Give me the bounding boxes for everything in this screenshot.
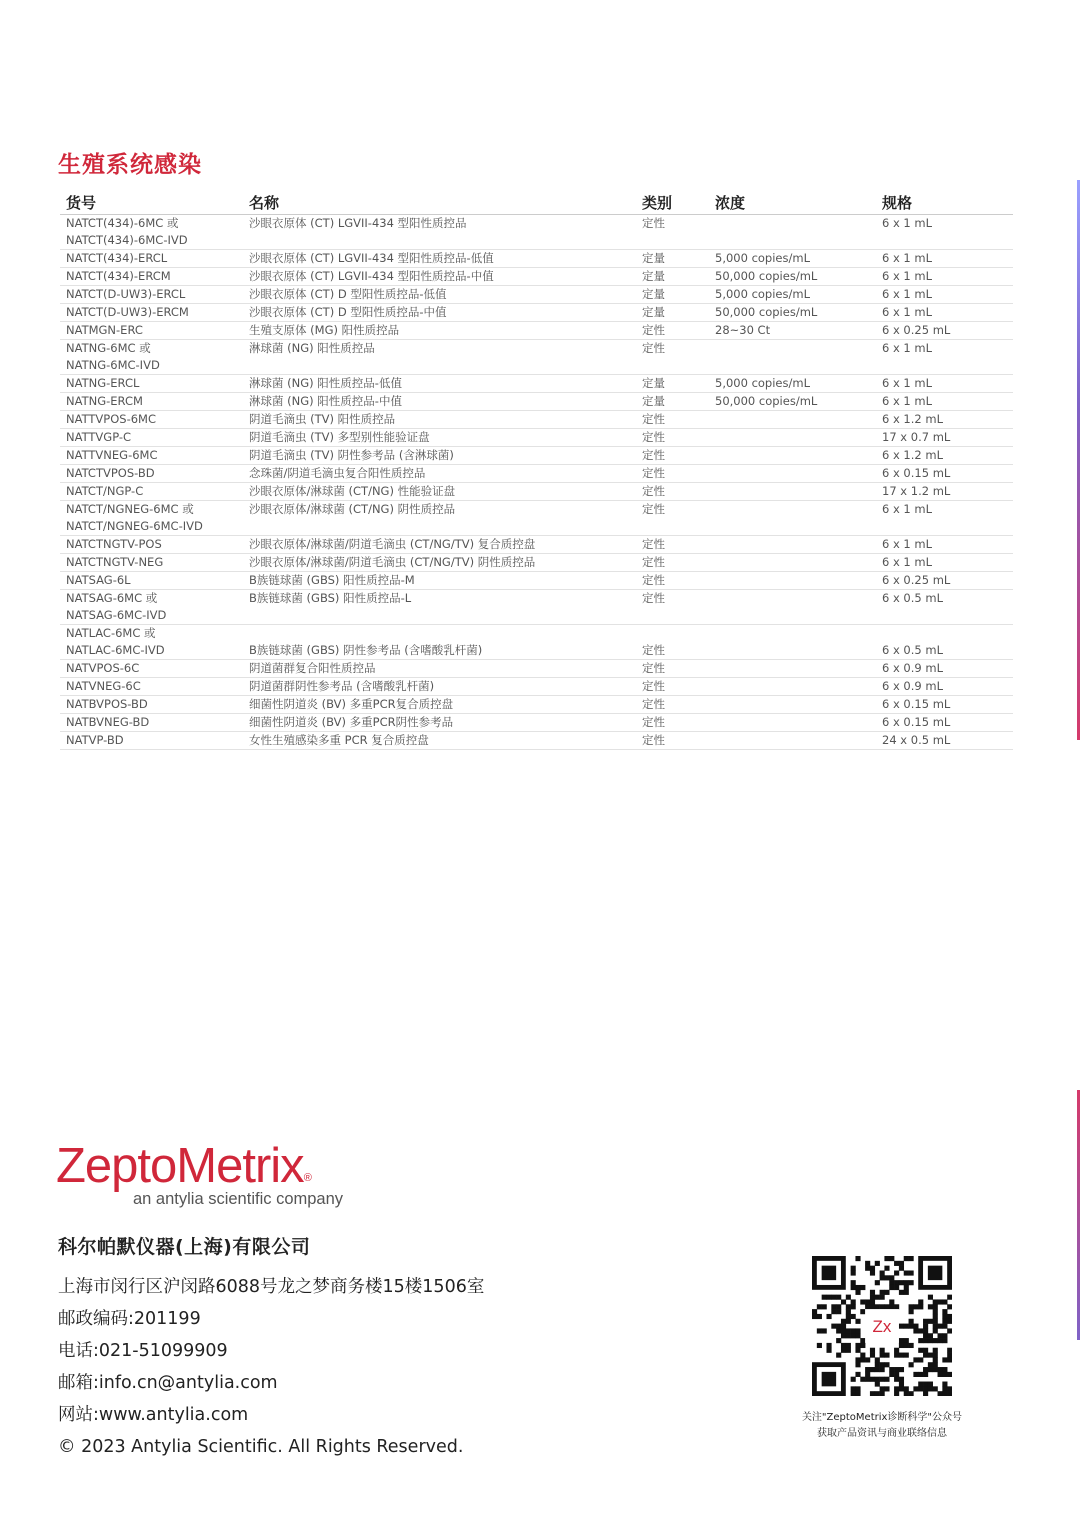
cell-code xyxy=(60,393,243,411)
cell-name: 淋球菌 (NG) 阳性质控品-低值 xyxy=(243,375,636,393)
cell-type: 定量 xyxy=(636,393,709,411)
cell-concentration xyxy=(709,678,876,696)
cell-concentration xyxy=(709,732,876,750)
section-title: 生殖系统感染 xyxy=(58,152,202,178)
cell-name: 沙眼衣原体 (CT) D 型阳性质控品-低值 xyxy=(243,286,636,304)
cell-type: 定量 xyxy=(636,268,709,286)
header-concentration: 浓度 xyxy=(709,190,876,215)
cell-concentration: 28~30 Ct xyxy=(709,322,876,340)
cell-spec: 6 x 1 mL xyxy=(876,250,1013,268)
cell-code xyxy=(60,304,243,322)
cell-spec: 6 x 1 mL xyxy=(876,554,1013,572)
cell-spec: 6 x 0.9 mL xyxy=(876,678,1013,696)
company-postcode: 邮政编码:201199 xyxy=(58,1309,201,1329)
cell-name: 女性生殖感染多重 PCR 复合质控盘 xyxy=(243,732,636,750)
table-row xyxy=(60,590,1013,625)
cell-concentration xyxy=(709,501,876,536)
cell-spec: 6 x 1 mL xyxy=(876,393,1013,411)
cell-code-line: NATCT(434)-ERCL xyxy=(66,251,168,265)
cell-concentration xyxy=(709,696,876,714)
cell-name: 淋球菌 (NG) 阳性质控品 xyxy=(243,340,636,375)
cell-name: 阴道菌群复合阳性质控品 xyxy=(243,660,636,678)
cell-type: 定性 xyxy=(636,590,709,625)
cell-name: 沙眼衣原体/淋球菌/阴道毛滴虫 (CT/NG/TV) 阴性质控品 xyxy=(243,554,636,572)
cell-concentration xyxy=(709,660,876,678)
cell-name: 沙眼衣原体 (CT) LGVII-434 型阳性质控品 xyxy=(243,215,636,250)
brand-wordmark: ZeptoMetrix xyxy=(56,1139,304,1193)
cell-code-line: NATCT/NGP-C xyxy=(66,484,144,498)
cell-type: 定性 xyxy=(636,536,709,554)
table-row xyxy=(60,375,1013,393)
cell-code xyxy=(60,375,243,393)
cell-spec: 6 x 1 mL xyxy=(876,215,1013,250)
cell-name: 沙眼衣原体/淋球菌 (CT/NG) 性能验证盘 xyxy=(243,483,636,501)
cell-code-line: NATLAC-6MC-IVD xyxy=(66,643,165,657)
cell-name: 沙眼衣原体/淋球菌 (CT/NG) 阴性质控品 xyxy=(243,501,636,536)
cell-name: 沙眼衣原体 (CT) LGVII-434 型阳性质控品-中值 xyxy=(243,268,636,286)
cell-spec: 6 x 1 mL xyxy=(876,375,1013,393)
cell-code xyxy=(60,465,243,483)
cell-code-line: NATCT(434)-6MC-IVD xyxy=(66,233,188,247)
qr-code xyxy=(812,1256,952,1396)
cell-code xyxy=(60,536,243,554)
cell-code-line: NATCTVPOS-BD xyxy=(66,466,155,480)
cell-code-line: NATCT/NGNEG-6MC 或 xyxy=(66,502,194,516)
cell-spec: 6 x 0.15 mL xyxy=(876,696,1013,714)
table-row xyxy=(60,501,1013,536)
cell-name: 细菌性阴道炎 (BV) 多重PCR阴性参考品 xyxy=(243,714,636,732)
header-type: 类别 xyxy=(636,190,709,215)
table-row xyxy=(60,250,1013,268)
cell-code-line: NATCT(D-UW3)-ERCL xyxy=(66,287,186,301)
table-row xyxy=(60,322,1013,340)
cell-type: 定性 xyxy=(636,554,709,572)
cell-name: 阴道毛滴虫 (TV) 多型别性能验证盘 xyxy=(243,429,636,447)
cell-spec: 6 x 0.15 mL xyxy=(876,465,1013,483)
cell-code xyxy=(60,572,243,590)
cell-code xyxy=(60,447,243,465)
brand-logo xyxy=(56,1140,343,1209)
cell-type: 定性 xyxy=(636,696,709,714)
cell-code xyxy=(60,696,243,714)
cell-code-line: NATTVGP-C xyxy=(66,430,132,444)
cell-code-line: NATCT/NGNEG-6MC-IVD xyxy=(66,519,203,533)
cell-type: 定性 xyxy=(636,660,709,678)
cell-code-line: NATTVNEG-6MC xyxy=(66,448,158,462)
cell-spec: 6 x 1.2 mL xyxy=(876,411,1013,429)
table-row xyxy=(60,660,1013,678)
cell-code-line: NATCTNGTV-POS xyxy=(66,537,162,551)
cell-code-line: NATVP-BD xyxy=(66,733,124,747)
table-row xyxy=(60,340,1013,375)
cell-code xyxy=(60,590,243,625)
cell-code xyxy=(60,678,243,696)
header-spec: 规格 xyxy=(876,190,1013,215)
cell-spec: 17 x 1.2 mL xyxy=(876,483,1013,501)
cell-spec: 6 x 1 mL xyxy=(876,340,1013,375)
table-row xyxy=(60,732,1013,750)
company-website[interactable]: 网站:www.antylia.com xyxy=(58,1405,249,1425)
company-address: 上海市闵行区沪闵路6088号龙之梦商务楼15楼1506室 xyxy=(58,1277,485,1297)
cell-type: 定性 xyxy=(636,572,709,590)
product-table xyxy=(60,190,1013,750)
cell-concentration xyxy=(709,215,876,250)
cell-name: 阴道毛滴虫 (TV) 阳性质控品 xyxy=(243,411,636,429)
cell-type: 定量 xyxy=(636,286,709,304)
cell-type: 定性 xyxy=(636,411,709,429)
cell-code xyxy=(60,501,243,536)
cell-code xyxy=(60,554,243,572)
table-row xyxy=(60,714,1013,732)
cell-name: 淋球菌 (NG) 阳性质控品-中值 xyxy=(243,393,636,411)
cell-spec: 6 x 0.25 mL xyxy=(876,322,1013,340)
cell-name: B族链球菌 (GBS) 阳性质控品-L xyxy=(243,590,636,625)
cell-concentration xyxy=(709,340,876,375)
company-phone: 电话:021-51099909 xyxy=(58,1341,228,1361)
cell-code xyxy=(60,340,243,375)
cell-concentration: 5,000 copies/mL xyxy=(709,250,876,268)
cell-code-line: NATCT(D-UW3)-ERCM xyxy=(66,305,189,319)
header-code: 货号 xyxy=(60,190,243,215)
table-row xyxy=(60,625,1013,660)
company-name: 科尔帕默仪器(上海)有限公司 xyxy=(58,1236,311,1258)
table-header-row xyxy=(60,190,1013,215)
table-row xyxy=(60,411,1013,429)
cell-code-line: NATNG-ERCL xyxy=(66,376,140,390)
cell-code-line: NATNG-ERCM xyxy=(66,394,143,408)
cell-concentration: 50,000 copies/mL xyxy=(709,393,876,411)
cell-spec: 6 x 1 mL xyxy=(876,536,1013,554)
cell-name: 生殖支原体 (MG) 阳性质控品 xyxy=(243,322,636,340)
cell-spec: 6 x 0.9 mL xyxy=(876,660,1013,678)
cell-name: 沙眼衣原体/淋球菌/阴道毛滴虫 (CT/NG/TV) 复合质控盘 xyxy=(243,536,636,554)
cell-type: 定性 xyxy=(636,625,709,660)
cell-name: 沙眼衣原体 (CT) LGVII-434 型阳性质控品-低值 xyxy=(243,250,636,268)
cell-code xyxy=(60,286,243,304)
cell-type: 定性 xyxy=(636,501,709,536)
cell-type: 定性 xyxy=(636,732,709,750)
cell-spec: 6 x 1.2 mL xyxy=(876,447,1013,465)
cell-concentration xyxy=(709,411,876,429)
cell-concentration xyxy=(709,625,876,660)
brand-tagline: an antylia scientific company xyxy=(133,1190,344,1208)
cell-spec: 6 x 1 mL xyxy=(876,501,1013,536)
cell-type: 定性 xyxy=(636,340,709,375)
cell-name: 念珠菌/阴道毛滴虫复合阳性质控品 xyxy=(243,465,636,483)
cell-concentration xyxy=(709,483,876,501)
registered-mark: ® xyxy=(303,1172,311,1184)
cell-code-line: NATMGN-ERC xyxy=(66,323,143,337)
cell-code-line: NATTVPOS-6MC xyxy=(66,412,156,426)
cell-type: 定性 xyxy=(636,465,709,483)
cell-name: 细菌性阴道炎 (BV) 多重PCR复合质控盘 xyxy=(243,696,636,714)
cell-code xyxy=(60,483,243,501)
table-row xyxy=(60,286,1013,304)
cell-type: 定性 xyxy=(636,429,709,447)
cell-code-line: NATSAG-6MC-IVD xyxy=(66,608,167,622)
cell-concentration xyxy=(709,447,876,465)
header-name: 名称 xyxy=(243,190,636,215)
cell-concentration: 5,000 copies/mL xyxy=(709,375,876,393)
cell-code xyxy=(60,411,243,429)
cell-spec: 6 x 1 mL xyxy=(876,304,1013,322)
table-row xyxy=(60,429,1013,447)
table-row xyxy=(60,554,1013,572)
cell-code-line: NATBVPOS-BD xyxy=(66,697,148,711)
cell-code xyxy=(60,250,243,268)
cell-code-line: NATVNEG-6C xyxy=(66,679,141,693)
cell-code xyxy=(60,660,243,678)
cell-code-line: NATBVNEG-BD xyxy=(66,715,150,729)
cell-name: B族链球菌 (GBS) 阴性参考品 (含嗜酸乳杆菌) xyxy=(243,625,636,660)
table-row xyxy=(60,268,1013,286)
table-row xyxy=(60,678,1013,696)
cell-concentration xyxy=(709,554,876,572)
cell-name: B族链球菌 (GBS) 阳性质控品-M xyxy=(243,572,636,590)
qr-caption-line1: 关注"ZeptoMetrix诊断科学"公众号 xyxy=(801,1412,963,1423)
copyright-notice: © 2023 Antylia Scientific. All Rights Reserved. xyxy=(58,1437,464,1457)
cell-type: 定性 xyxy=(636,714,709,732)
table-row xyxy=(60,483,1013,501)
table-body xyxy=(60,215,1013,750)
cell-code xyxy=(60,322,243,340)
cell-code xyxy=(60,732,243,750)
cell-type: 定性 xyxy=(636,678,709,696)
cell-code-line: NATLAC-6MC 或 xyxy=(66,626,156,640)
cell-concentration xyxy=(709,536,876,554)
cell-spec: 6 x 0.15 mL xyxy=(876,714,1013,732)
table-row xyxy=(60,304,1013,322)
cell-spec: 6 x 1 mL xyxy=(876,286,1013,304)
cell-concentration xyxy=(709,429,876,447)
cell-type: 定量 xyxy=(636,304,709,322)
qr-caption-line2: 获取产品资讯与商业联络信息 xyxy=(817,1428,947,1439)
cell-code-line: NATCT(434)-6MC 或 xyxy=(66,216,179,230)
cell-spec: 6 x 0.5 mL xyxy=(876,625,1013,660)
company-email[interactable]: 邮箱:info.cn@antylia.com xyxy=(58,1373,278,1393)
cell-code-line: NATCTNGTV-NEG xyxy=(66,555,164,569)
cell-code-line: NATSAG-6L xyxy=(66,573,131,587)
company-contact-block xyxy=(58,1232,484,1463)
cell-type: 定性 xyxy=(636,447,709,465)
table-row xyxy=(60,215,1013,250)
cell-name: 沙眼衣原体 (CT) D 型阳性质控品-中值 xyxy=(243,304,636,322)
cell-concentration xyxy=(709,714,876,732)
cell-spec: 17 x 0.7 mL xyxy=(876,429,1013,447)
cell-type: 定性 xyxy=(636,322,709,340)
qr-code-image xyxy=(812,1256,952,1396)
cell-code-line: NATCT(434)-ERCM xyxy=(66,269,171,283)
cell-code xyxy=(60,268,243,286)
cell-type: 定量 xyxy=(636,250,709,268)
table-row xyxy=(60,447,1013,465)
table-row xyxy=(60,572,1013,590)
cell-name: 阴道菌群阴性参考品 (含嗜酸乳杆菌) xyxy=(243,678,636,696)
qr-caption xyxy=(770,1410,994,1442)
cell-concentration xyxy=(709,590,876,625)
cell-spec: 6 x 1 mL xyxy=(876,268,1013,286)
cell-type: 定量 xyxy=(636,375,709,393)
cell-concentration xyxy=(709,465,876,483)
cell-concentration: 5,000 copies/mL xyxy=(709,286,876,304)
qr-center-mark: Zx xyxy=(872,1317,892,1336)
table-row xyxy=(60,393,1013,411)
cell-type: 定性 xyxy=(636,215,709,250)
cell-spec: 6 x 0.25 mL xyxy=(876,572,1013,590)
cell-concentration: 50,000 copies/mL xyxy=(709,268,876,286)
cell-code-line: NATNG-6MC-IVD xyxy=(66,358,160,372)
cell-code-line: NATSAG-6MC 或 xyxy=(66,591,158,605)
cell-spec: 24 x 0.5 mL xyxy=(876,732,1013,750)
cell-name: 阴道毛滴虫 (TV) 阴性参考品 (含淋球菌) xyxy=(243,447,636,465)
cell-code xyxy=(60,714,243,732)
cell-code xyxy=(60,215,243,250)
cell-type: 定性 xyxy=(636,483,709,501)
cell-concentration: 50,000 copies/mL xyxy=(709,304,876,322)
table-row xyxy=(60,696,1013,714)
cell-code xyxy=(60,429,243,447)
cell-code-line: NATNG-6MC 或 xyxy=(66,341,151,355)
cell-code-line: NATVPOS-6C xyxy=(66,661,140,675)
cell-code xyxy=(60,625,243,660)
cell-concentration xyxy=(709,572,876,590)
table-row xyxy=(60,465,1013,483)
cell-spec: 6 x 0.5 mL xyxy=(876,590,1013,625)
table-row xyxy=(60,536,1013,554)
